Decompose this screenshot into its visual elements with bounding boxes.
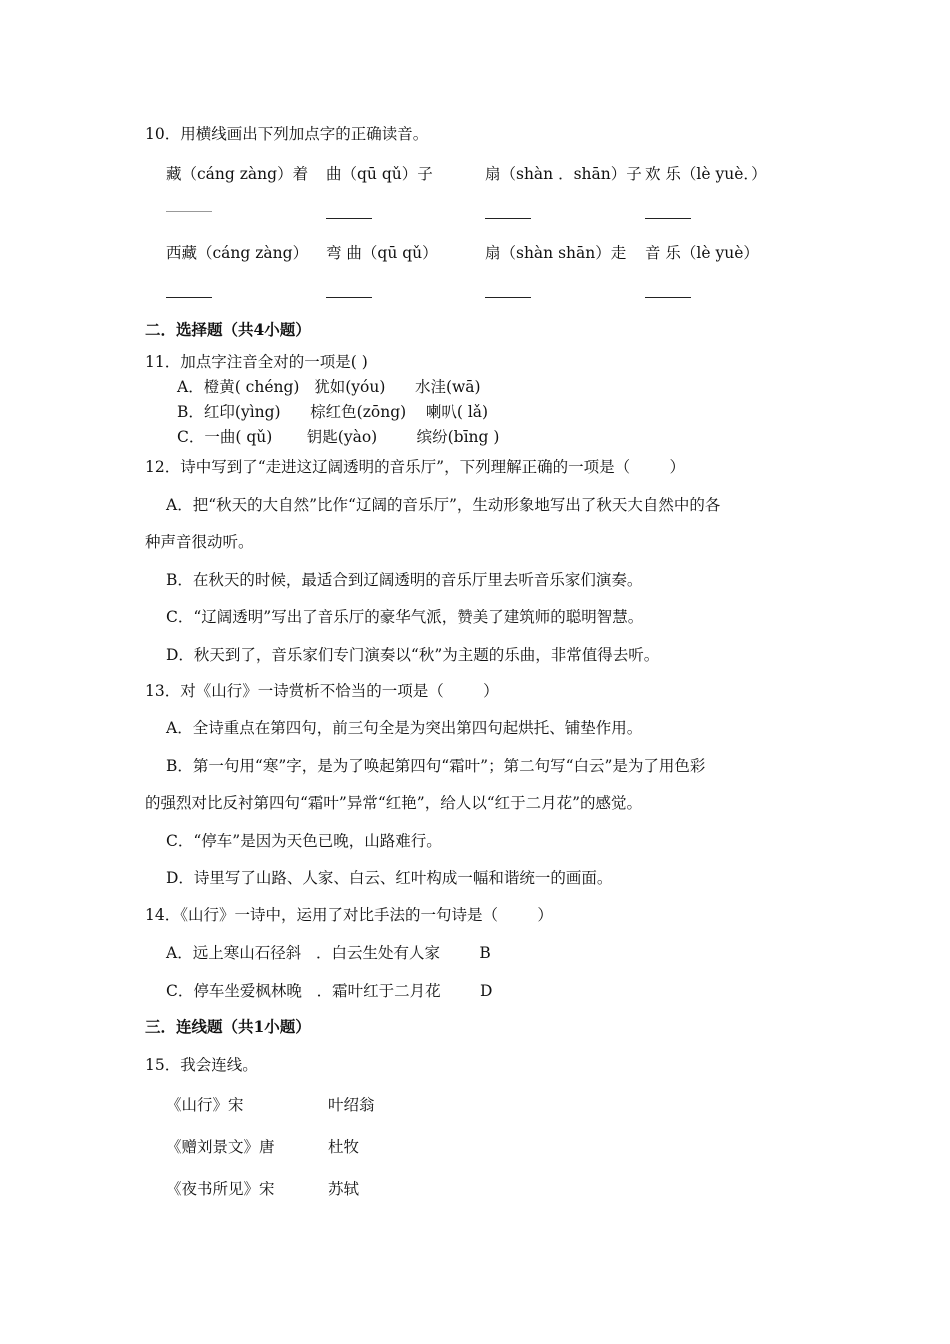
q14-stem: 14．《山行》一诗中，运用了对比手法的一句诗是（ ） bbox=[145, 906, 553, 924]
answer-blank[interactable] bbox=[326, 218, 372, 219]
q13-option-d: D．诗里写了山路、人家、白云、红叶构成一幅和谐统一的画面。 bbox=[166, 869, 613, 887]
q12-option-a-cont: 种声音很动听。 bbox=[145, 533, 254, 551]
q10-item-2: 曲（qū qǔ）子 bbox=[326, 165, 433, 183]
match-left-1[interactable]: 《山行》宋 bbox=[166, 1096, 244, 1114]
q13-option-b-cont: 的强烈对比反衬第四句“霜叶”异常“红艳”，给人以“红于二月花”的感觉。 bbox=[145, 794, 643, 812]
q11-option-b: B．红印(yìng) 棕红色(zōng) 喇叭( lǎ) bbox=[177, 403, 489, 421]
q12-option-d: D．秋天到了，音乐家们专门演奏以“秋”为主题的乐曲，非常值得去听。 bbox=[166, 646, 660, 664]
q10-item-5: 西藏（cáng zàng） bbox=[166, 244, 309, 262]
q13-option-b: B．第一句用“寒”字，是为了唤起第四句“霜叶”；第二句写“白云”是为了用色彩 bbox=[166, 757, 706, 775]
answer-blank[interactable] bbox=[166, 297, 212, 298]
q12-option-c: C．“辽阔透明”写出了音乐厅的豪华气派，赞美了建筑师的聪明智慧。 bbox=[166, 608, 644, 626]
q10-item-7: 扇（shàn shān）走 bbox=[485, 244, 627, 262]
q11-option-a: A．橙黄( chéng) 犹如(yóu) 水洼(wā) bbox=[177, 378, 481, 396]
q11-stem: 11．加点字注音全对的一项是( ) bbox=[145, 353, 368, 371]
section-heading: 三．连线题（共1小题） bbox=[145, 1017, 311, 1036]
answer-blank[interactable] bbox=[485, 297, 531, 298]
answer-blank[interactable] bbox=[326, 297, 372, 298]
q13-option-a: A．全诗重点在第四句，前三句全是为突出第四句起烘托、铺垫作用。 bbox=[166, 719, 643, 737]
q10-item-8: 音 乐（lè yuè） bbox=[645, 244, 759, 262]
q15-stem: 15．我会连线。 bbox=[145, 1056, 258, 1074]
match-left-2[interactable]: 《赠刘景文》唐 bbox=[166, 1138, 275, 1156]
q12-stem: 12．诗中写到了“走进这辽阔透明的音乐厅”，下列理解正确的一项是（ ） bbox=[145, 458, 685, 476]
q10-item-3: 扇（shàn ．shān）子 bbox=[485, 165, 642, 183]
q12-option-b: B．在秋天的时候，最适合到辽阔透明的音乐厅里去听音乐家们演奏。 bbox=[166, 571, 643, 589]
q13-stem: 13．对《山行》一诗赏析不恰当的一项是（ ） bbox=[145, 682, 499, 700]
match-left-3[interactable]: 《夜书所见》宋 bbox=[166, 1180, 275, 1198]
q10-item-1: 藏（cáng zàng）着 bbox=[166, 165, 309, 183]
answer-blank[interactable] bbox=[645, 297, 691, 298]
q10-item-6: 弯 曲（qū qǔ） bbox=[326, 244, 438, 262]
q14-options-ab: A．远上寒山石径斜 ．白云生处有人家 B bbox=[166, 944, 491, 962]
answer-blank[interactable] bbox=[166, 211, 212, 212]
match-right-3[interactable]: 苏轼 bbox=[328, 1180, 360, 1198]
match-right-2[interactable]: 杜牧 bbox=[328, 1138, 360, 1156]
answer-blank[interactable] bbox=[485, 218, 531, 219]
answer-blank[interactable] bbox=[645, 218, 691, 219]
q12-option-a: A．把“秋天的大自然”比作“辽阔的音乐厅”，生动形象地写出了秋天大自然中的各 bbox=[166, 496, 721, 514]
q13-option-c: C．“停车”是因为天色已晚，山路难行。 bbox=[166, 832, 442, 850]
match-right-1[interactable]: 叶绍翁 bbox=[328, 1096, 375, 1114]
section-heading: 二．选择题（共4小题） bbox=[145, 320, 311, 339]
q10-item-4: 欢 乐（lè yuè．） bbox=[645, 165, 767, 183]
q10-stem: 10．用横线画出下列加点字的正确读音。 bbox=[145, 125, 429, 143]
q11-option-c: C．一曲( qǔ) 钥匙(yào) 缤纷(bīng ) bbox=[177, 428, 500, 446]
q14-options-cd: C．停车坐爱枫林晚 ．霜叶红于二月花 D bbox=[166, 982, 493, 1000]
